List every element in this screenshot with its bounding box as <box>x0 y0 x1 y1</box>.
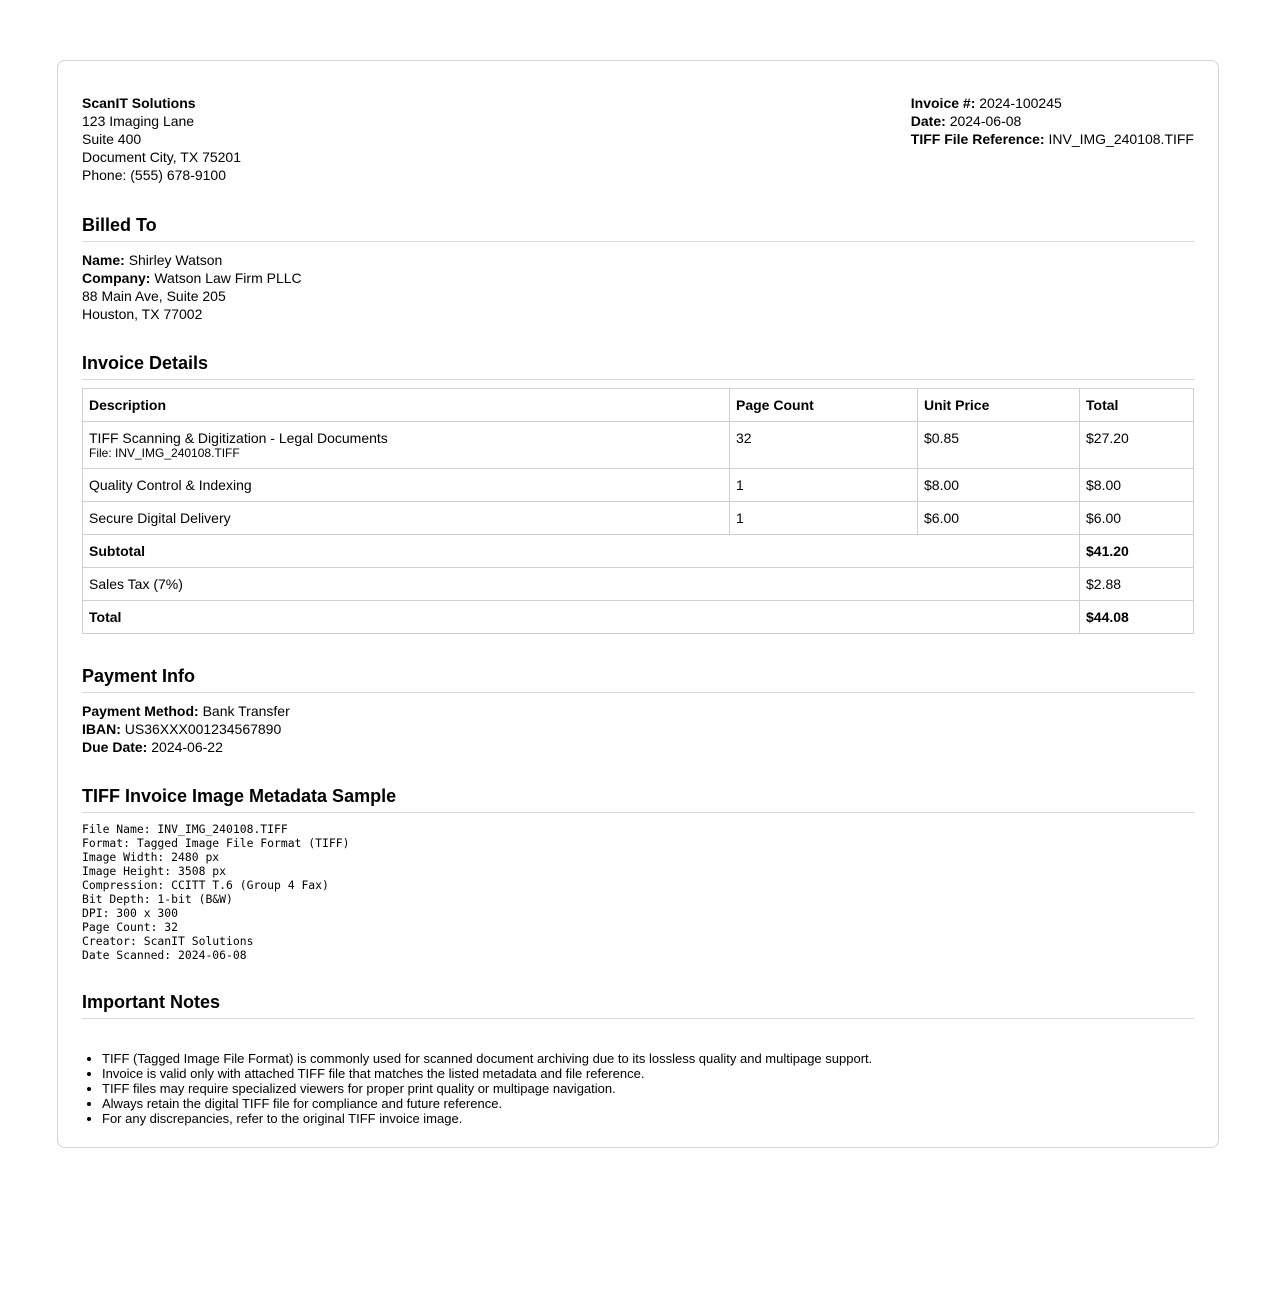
metadata-line: DPI: 300 x 300 <box>82 906 179 920</box>
col-description: Description <box>83 389 730 422</box>
invoice-meta-block <box>911 94 1194 184</box>
metadata-line: Date Scanned: 2024-06-08 <box>82 948 247 962</box>
total-row <box>83 601 1194 634</box>
row-description: TIFF Scanning & Digitization - Legal Documents <box>89 430 388 446</box>
row-description: Quality Control & Indexing <box>83 469 730 502</box>
col-total: Total <box>1080 389 1194 422</box>
row-page-count: 1 <box>730 502 918 535</box>
invoice-card <box>57 60 1219 1148</box>
row-total: $6.00 <box>1080 502 1194 535</box>
list-item: • TIFF (Tagged Image File Format) is commonly used for scanned document archiving due to its lossless quality and multipage support. <box>102 1051 1194 1066</box>
invoice-details-heading: Invoice Details <box>82 352 1194 380</box>
table-row <box>83 469 1194 502</box>
metadata-line: Page Count: 32 <box>82 920 179 934</box>
payment-section <box>82 665 1194 756</box>
billed-address-2: Houston, TX 77002 <box>82 306 203 322</box>
metadata-section <box>82 785 1194 962</box>
table-header-row <box>83 389 1194 422</box>
billed-to-heading: Billed To <box>82 214 1194 242</box>
metadata-line: Bit Depth: 1-bit (B&W) <box>82 892 233 906</box>
metadata-line: File Name: INV_IMG_240108.TIFF <box>82 822 288 836</box>
company-block <box>82 94 241 184</box>
list-item: • For any discrepancies, refer to the original TIFF invoice image. <box>102 1111 1194 1126</box>
row-total: $27.20 <box>1080 422 1194 469</box>
company-name: ScanIT Solutions <box>82 95 196 111</box>
metadata-line: Creator: ScanIT Solutions <box>82 934 254 948</box>
row-page-count: 32 <box>730 422 918 469</box>
subtotal-label: Subtotal <box>83 535 1080 568</box>
company-address-1: 123 Imaging Lane <box>82 113 195 129</box>
invoice-date: Date: 2024-06-08 <box>910 113 1022 129</box>
notes-section <box>82 991 1194 1126</box>
billed-address-1: 88 Main Ave, Suite 205 <box>82 288 226 304</box>
metadata-line: Format: Tagged Image File Format (TIFF) <box>82 836 350 850</box>
company-address-2: Suite 400 <box>82 131 142 147</box>
col-page-count: Page Count <box>730 389 918 422</box>
metadata-heading: TIFF Invoice Image Metadata Sample <box>82 785 1194 813</box>
metadata-line: Compression: CCITT T.6 (Group 4 Fax) <box>82 878 329 892</box>
row-description: Secure Digital Delivery <box>83 502 730 535</box>
list-item: • Invoice is valid only with attached TIFF file that matches the listed metadata and file reference. <box>102 1066 1194 1081</box>
subtotal-value: $41.20 <box>1080 535 1194 568</box>
tax-label: Sales Tax (7%) <box>83 568 1080 601</box>
payment-iban: IBAN: US36XXX001234567890 <box>82 721 282 737</box>
table-row <box>83 422 1194 469</box>
billed-to-section <box>82 214 1194 323</box>
tiff-reference: TIFF File Reference: INV_IMG_240108.TIFF <box>910 131 1194 147</box>
invoice-number: Invoice #: 2024-100245 <box>910 95 1062 111</box>
row-unit-price: $6.00 <box>918 502 1080 535</box>
payment-heading: Payment Info <box>82 665 1194 693</box>
invoice-details-section <box>82 352 1194 634</box>
invoice-header <box>82 94 1194 184</box>
col-unit-price: Unit Price <box>918 389 1080 422</box>
payment-due-date: Due Date: 2024-06-22 <box>82 739 223 755</box>
table-row <box>83 502 1194 535</box>
billed-company: Company: Watson Law Firm PLLC <box>82 270 302 286</box>
row-file-reference: File: INV_IMG_240108.TIFF <box>89 446 240 460</box>
list-item: • Always retain the digital TIFF file for compliance and future reference. <box>102 1096 1194 1111</box>
total-label: Total <box>83 601 1080 634</box>
company-phone: Phone: (555) 678-9100 <box>82 167 226 183</box>
metadata-block <box>82 822 1194 962</box>
metadata-line: Image Width: 2480 px <box>82 850 220 864</box>
metadata-line: Image Height: 3508 px <box>82 864 227 878</box>
total-value: $44.08 <box>1080 601 1194 634</box>
row-unit-price: $8.00 <box>918 469 1080 502</box>
company-city: Document City, TX 75201 <box>82 149 242 165</box>
subtotal-row <box>83 535 1194 568</box>
tax-row <box>83 568 1194 601</box>
list-item: • TIFF files may require specialized viewers for proper print quality or multipage navigation. <box>102 1081 1194 1096</box>
notes-list <box>82 1051 1194 1126</box>
notes-heading: Important Notes <box>82 991 1194 1019</box>
row-unit-price: $0.85 <box>918 422 1080 469</box>
billed-name: Name: Shirley Watson <box>82 252 223 268</box>
row-total: $8.00 <box>1080 469 1194 502</box>
tax-value: $2.88 <box>1080 568 1194 601</box>
payment-method: Payment Method: Bank Transfer <box>82 703 290 719</box>
row-page-count: 1 <box>730 469 918 502</box>
invoice-table <box>82 388 1194 634</box>
